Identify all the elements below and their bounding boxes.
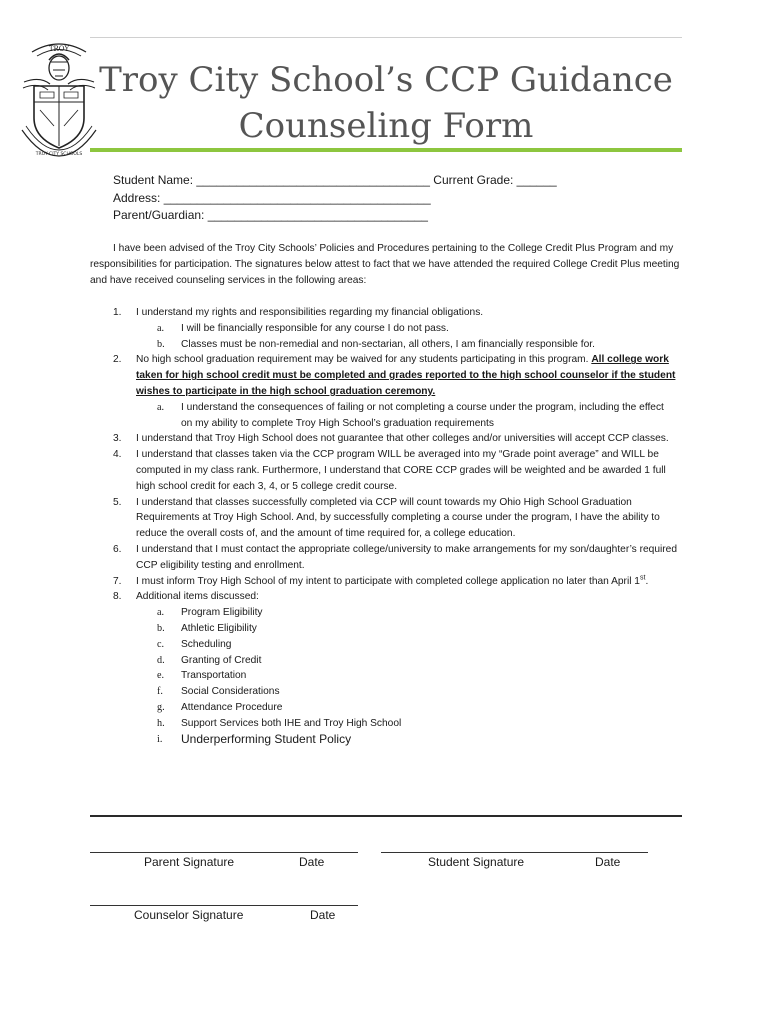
- counselor-signature-line[interactable]: [90, 905, 358, 906]
- item-number: 1.: [113, 307, 122, 318]
- sub-item-label: d.: [157, 654, 165, 666]
- counselor-date-label: Date: [310, 908, 336, 922]
- item-text: I understand that I must contact the appropriate college/university to make arrangements for my son/daughter’s required CCP eligibility testing and enrollment.: [136, 543, 677, 571]
- item-bold-text: All college work taken for high school credit must be completed and grades reported to the high school counselor if the student wishes to participate in the high school graduation ceremony.: [136, 354, 676, 397]
- item-text: I must inform Troy High School of my intent to participate with completed college application no later than April 1: [136, 575, 640, 587]
- student-name-field[interactable]: Student Name: ___________________________________ Current Grade: ______: [113, 173, 557, 187]
- list-item: [113, 431, 678, 447]
- sub-item: [113, 668, 678, 684]
- item-text-end: .: [645, 575, 649, 587]
- sub-item: [113, 732, 678, 749]
- sub-item-text: Transportation: [181, 670, 247, 682]
- title-line-1: Troy City School’s CCP Guidance: [99, 60, 673, 100]
- title-underline: [90, 148, 682, 152]
- sub-item-text: Attendance Procedure: [181, 701, 283, 713]
- item-text: I understand my rights and responsibilities regarding my financial obligations.: [136, 307, 484, 318]
- item-superscript: st: [639, 574, 646, 582]
- student-info-fields: [113, 172, 557, 225]
- item-number: 2.: [113, 354, 122, 366]
- item-number: 5.: [113, 496, 122, 508]
- sub-item-text: Classes must be non-remedial and non-sectarian, all others, I am financially responsible for.: [181, 338, 595, 350]
- sub-item: [113, 653, 678, 669]
- sub-item-text: Scheduling: [181, 638, 232, 650]
- bottom-rule: [90, 815, 682, 817]
- sub-item: [113, 637, 678, 653]
- parent-signature-label: Parent Signature: [144, 855, 235, 869]
- sub-item: [113, 716, 678, 732]
- sub-item-text: I understand the consequences of failing or not completing a course under the program, including the effect on my ability to complete Troy High School’s graduation requirements: [181, 401, 664, 429]
- sub-item-label: h.: [157, 717, 165, 729]
- item-number: 6.: [113, 543, 122, 555]
- top-rule: [90, 37, 682, 38]
- sub-item: [113, 700, 678, 716]
- student-signature-line[interactable]: [381, 852, 648, 853]
- list-item: [113, 352, 678, 399]
- sub-item-text: Granting of Credit: [181, 654, 262, 666]
- sub-item-label: b.: [157, 622, 165, 634]
- sub-item: [113, 400, 678, 432]
- item-text: I understand that classes taken via the CCP program WILL be averaged into my “Grade point average” and WILL be computed in my class rank. Furthermore, I understand that CORE CCP grades will be weighted and be awarded 1 full high school credit for each 3, 4, or 5 college credit course.: [136, 449, 666, 492]
- sub-item-label: f.: [157, 686, 163, 698]
- address-field[interactable]: Address: ________________________________________: [113, 190, 431, 205]
- item-number: 3.: [113, 433, 122, 445]
- sub-item-text: I will be financially responsible for any course I do not pass.: [181, 322, 449, 334]
- item-text: Additional items discussed:: [136, 591, 259, 603]
- item-text: No high school graduation requirement may be waived for any students participating in this program.: [136, 354, 589, 366]
- student-date-label: Date: [595, 855, 621, 869]
- list-item: [113, 447, 678, 494]
- list-item: [113, 495, 678, 542]
- sub-item: [113, 605, 678, 621]
- sub-item-label: c.: [157, 638, 165, 650]
- intro-paragraph: I have been advised of the Troy City Schools’ Policies and Procedures pertaining to the College Credit Plus Program and my responsibilities for participation. The signatures below attest to fact that we have attended the required College Credit Plus meeting and have received counseling services in the following areas:: [90, 243, 680, 286]
- logo-text-bottom: TROY CITY SCHOOLS: [35, 152, 83, 157]
- page-title: [90, 57, 682, 149]
- sub-item-text: Athletic Eligibility: [181, 622, 257, 634]
- item-text: I understand that Troy High School does not guarantee that other colleges and/or universities will accept CCP classes.: [136, 433, 669, 445]
- student-signature-label: Student Signature: [428, 855, 525, 869]
- sub-item-label: b.: [157, 338, 165, 350]
- items-list: [113, 305, 678, 748]
- title-line-2: Counseling Form: [238, 106, 534, 146]
- sub-item-text: Underperforming Student Policy: [181, 731, 352, 746]
- list-item: [113, 589, 678, 605]
- parent-date-label: Date: [299, 855, 325, 869]
- sub-item-label: i.: [157, 733, 163, 745]
- sub-item: [113, 321, 678, 337]
- list-item: [113, 305, 678, 321]
- item-number: 8.: [113, 591, 122, 603]
- item-number: 4.: [113, 449, 122, 461]
- parent-guardian-field[interactable]: Parent/Guardian: _________________________________: [113, 208, 428, 222]
- counselor-signature-label: Counselor Signature: [134, 908, 244, 922]
- sub-item-label: a.: [157, 401, 165, 413]
- sub-item-label: a.: [157, 322, 165, 334]
- sub-item-label: g.: [157, 701, 165, 713]
- sub-item-text: Social Considerations: [181, 686, 280, 698]
- logo-text-top: TROY: [48, 45, 70, 53]
- item-number: 7.: [113, 575, 122, 587]
- troy-crest-logo: [20, 38, 98, 160]
- list-item: [113, 542, 678, 574]
- sub-item: [113, 621, 678, 637]
- sub-item: [113, 684, 678, 700]
- sub-item: [113, 337, 678, 353]
- item-text: I understand that classes successfully completed via CCP will count towards my Ohio High School Graduation Requirements at Troy High School. And, by successfully completing a course under the program, I have the ability to reduce the overall costs of, and the amount of time required for, a college education.: [136, 496, 660, 540]
- sub-item-text: Support Services both IHE and Troy High School: [181, 717, 402, 729]
- list-item: [113, 574, 678, 590]
- sub-item-text: Program Eligibility: [181, 607, 263, 619]
- sub-item-label: a.: [157, 607, 165, 619]
- parent-signature-line[interactable]: [90, 852, 358, 853]
- sub-item-label: e.: [157, 670, 165, 682]
